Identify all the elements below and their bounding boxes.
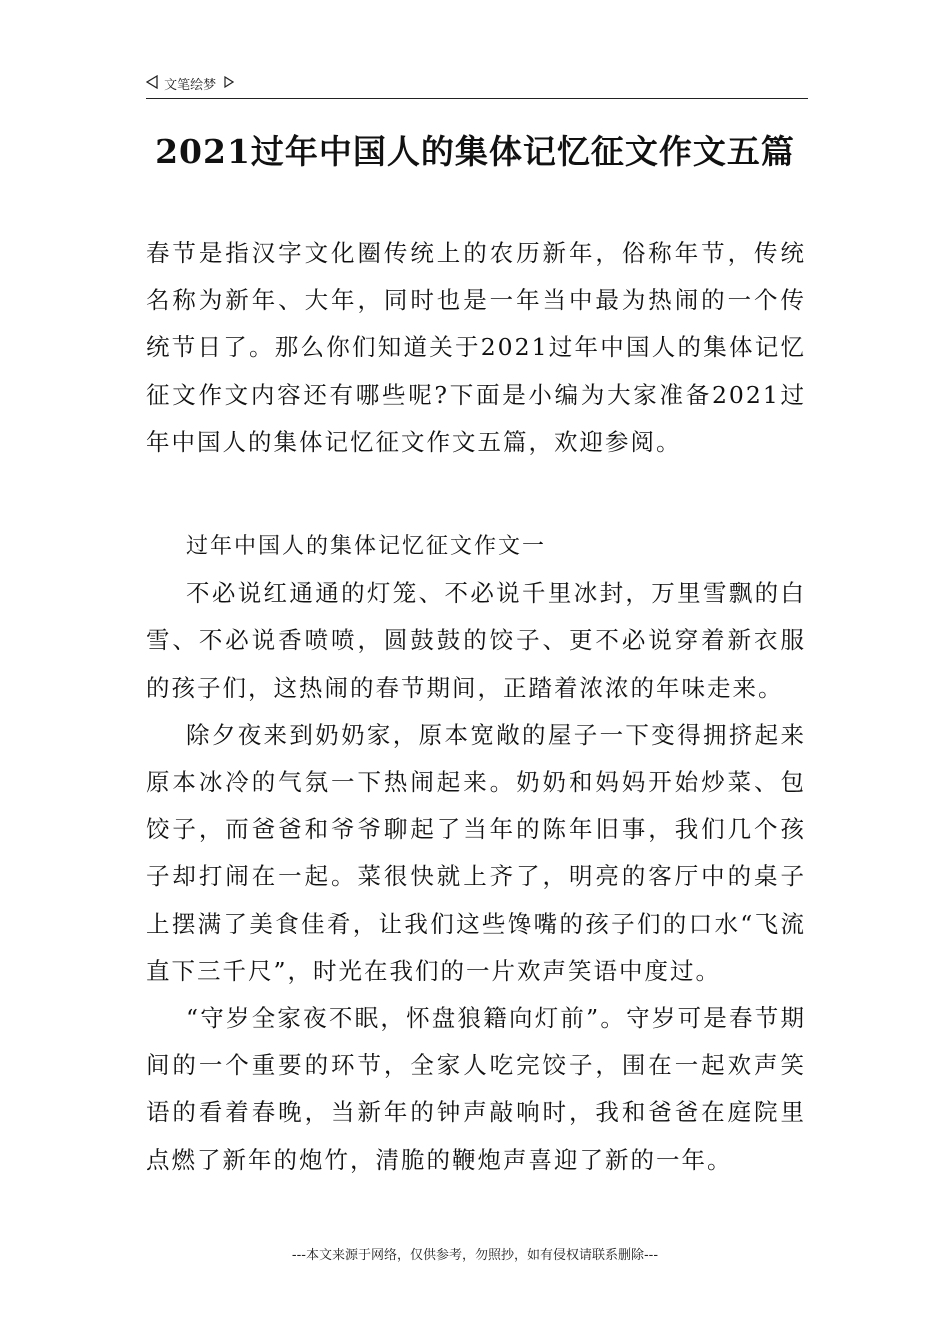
body-paragraph: “守岁全家夜不眠，怀盘狼籍向灯前”。守岁可是春节期间的一个重要的环节，全家人吃完饺子，围在一起欢声笑语的看着春晚，当新年的钟声敲响时，我和爸爸在庭院里点燃了新年的炮竹，清脆的鞭炮声喜迎了新的一年。 bbox=[146, 1004, 806, 1174]
intro-paragraph: 春节是指汉字文化圈传统上的农历新年，俗称年节，传统名称为新年、大年，同时也是一年当中最为热闹的一个传统节日了。那么你们知道关于2021过年中国人的集体记忆征文作文内容还有哪些呢?下面是小编为大家准备2021过年中国人的集体记忆征文作文五篇，欢迎参阅。 bbox=[146, 239, 806, 456]
section-title: 过年中国人的集体记忆征文作文一 bbox=[186, 534, 547, 560]
page-header bbox=[146, 74, 808, 99]
header-brand: 文笔绘梦 bbox=[164, 78, 217, 93]
body-paragraph: 除夕夜来到奶奶家，原本宽敞的屋子一下变得拥挤起来原本冰冷的气氛一下热闹起来。奶奶和妈妈开始炒菜、包饺子，而爸爸和爷爷聊起了当年的陈年旧事，我们几个孩子却打闹在一起。菜很快就上齐了，明亮的客厅中的桌子上摆满了美食佳肴，让我们这些馋嘴的孩子们的口水“飞流直下三千尺”，时光在我们的一片欢声笑语中度过。 bbox=[146, 720, 806, 985]
document-title: 2021过年中国人的集体记忆征文作文五篇 bbox=[155, 132, 795, 171]
triangle-left-icon bbox=[146, 75, 158, 93]
triangle-right-icon bbox=[224, 76, 234, 92]
footer-disclaimer: ---本文来源于网络，仅供参考，勿照抄，如有侵权请联系删除--- bbox=[291, 1248, 659, 1263]
body-paragraph: 不必说红通通的灯笼、不必说千里冰封，万里雪飘的白雪、不必说香喷喷，圆鼓鼓的饺子、更不必说穿着新衣服的孩子们，这热闹的春节期间，正踏着浓浓的年味走来。 bbox=[146, 579, 806, 702]
document-body bbox=[146, 230, 806, 1184]
paragraph-gap bbox=[146, 466, 806, 523]
